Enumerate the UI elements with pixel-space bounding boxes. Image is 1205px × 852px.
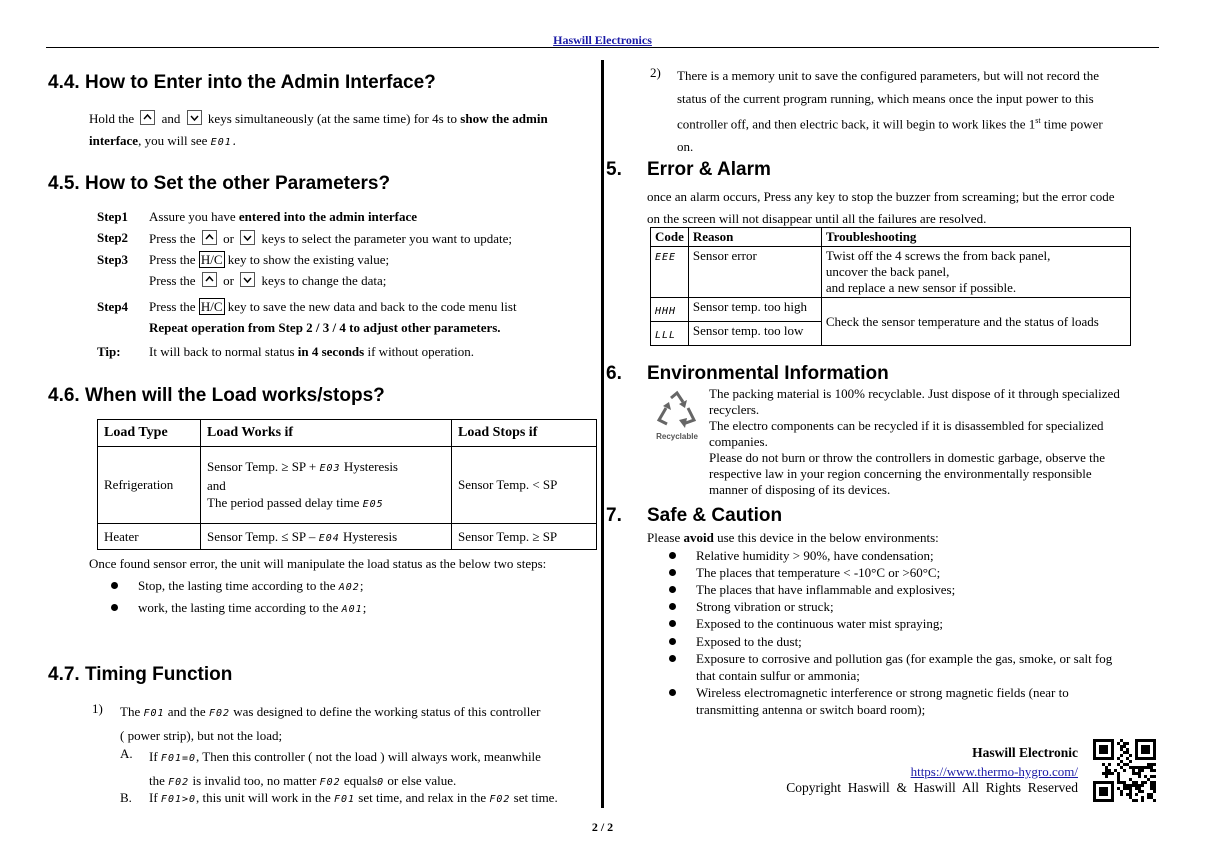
down-key-icon: [240, 272, 255, 287]
list-item: Exposed to the continuous water mist spraying;: [696, 616, 943, 631]
alarm-description: once an alarm occurs, Press any key to stop the buzzer from screaming; but the error code on the screen will not disappear until all the failures are resolved.: [647, 189, 1115, 226]
step3-text-2: Press the or keys to change the data;: [149, 273, 387, 288]
bullet-dot: [111, 604, 118, 611]
recycle-label: Recyclable: [656, 432, 698, 441]
copyright-text: Copyright Haswill & Haswill All Rights Reserved: [786, 780, 1078, 795]
table-header: Load Stops if: [452, 420, 597, 447]
list-item: Stop, the lasting time according to the A02;: [138, 578, 364, 593]
step4-label: Step4: [97, 299, 129, 314]
table-row: [651, 228, 1131, 247]
header-company-link[interactable]: Haswill Electronics: [553, 33, 652, 47]
load-table: [97, 419, 597, 550]
table-cell: Twist off the 4 screws the from back panel, uncover the back panel, and replace a new sensor if possible.: [821, 247, 1130, 298]
hc-key: H/C: [200, 252, 223, 267]
table-cell: Sensor temp. too high: [688, 298, 821, 322]
list-item: Exposure to corrosive and pollution gas (for example the gas, smoke, or salt fog: [696, 651, 1113, 666]
list-item: transmitting antenna or switch board room);: [696, 702, 926, 717]
section-6-number: 6.: [606, 363, 622, 384]
section-5-number: 5.: [606, 159, 622, 180]
table-row: [98, 447, 597, 524]
page-number: 2 / 2: [591, 820, 614, 834]
down-key-icon: [187, 110, 202, 125]
recycle-icon: [651, 390, 703, 441]
list-item: Relative humidity > 90%, have condensation;: [696, 548, 934, 563]
step2-text: Press the or keys to select the parameter you want to update;: [149, 231, 512, 246]
step3-text: Press the H/C key to show the existing value;: [149, 252, 390, 267]
table-cell: Refrigeration: [98, 447, 201, 524]
bullet-dot: [669, 655, 676, 662]
step1-text: Assure you have entered into the admin interface: [149, 209, 418, 224]
column-divider: [601, 60, 604, 808]
section-7-title: Safe & Caution: [647, 505, 783, 526]
list-item: The places that temperature < -10°C or >60°C;: [696, 565, 941, 580]
up-key-icon: [202, 230, 217, 245]
table-row: [651, 247, 1131, 298]
table-header: Load Works if: [201, 420, 452, 447]
table-row: [98, 524, 597, 550]
section-4-6-title: 4.6. When will the Load works/stops?: [48, 385, 385, 406]
step1-label: Step1: [97, 209, 129, 224]
section-4-4-title: 4.4. How to Enter into the Admin Interface?: [48, 72, 436, 93]
down-key-icon: [240, 230, 255, 245]
timing-para-2: There is a memory unit to save the configured parameters, but will not record the status of the current program running, which means once the input power to this controller off, and then electric back, it will begin to work likes the 1st time power on.: [677, 68, 1103, 154]
caution-intro: Please avoid use this device in the below environments:: [647, 530, 939, 545]
bullet-dot: [669, 689, 676, 696]
table-cell: Sensor Temp. ≤ SP – E04 Hysteresis: [201, 524, 452, 550]
section-4-7-title: 4.7. Timing Function: [48, 664, 233, 685]
header-rule: [46, 47, 1159, 48]
table-cell: Heater: [98, 524, 201, 550]
qr-code[interactable]: [1093, 739, 1156, 802]
table-cell: Sensor Temp. < SP: [452, 447, 597, 524]
bullet-dot: [669, 552, 676, 559]
up-key-icon: [140, 110, 155, 125]
section-4-5-title: 4.5. How to Set the other Parameters?: [48, 173, 391, 194]
item-number: 2): [650, 65, 661, 80]
step3-label: Step3: [97, 252, 129, 267]
bullet-dot: [669, 638, 676, 645]
table-header: Reason: [688, 228, 821, 247]
list-item: The places that have inflammable and explosives;: [696, 582, 956, 597]
table-cell: Sensor Temp. ≥ SP + E03 Hysteresis and The period passed delay time E05: [201, 447, 452, 524]
timing-para-1: The F01 and the F02 was designed to define the working status of this controller ( power strip), but not the load;: [120, 704, 541, 743]
table-row: [651, 298, 1131, 322]
bullet-dot: [669, 620, 676, 627]
item-letter-a: A.: [120, 746, 133, 761]
bullet-dot: [111, 582, 118, 589]
table-header: Load Type: [98, 420, 201, 447]
list-item: Wireless electromagnetic interference or strong magnetic fields (near to: [696, 685, 1069, 700]
step4-text: Press the H/C key to save the new data and back to the code menu list: [149, 299, 517, 314]
list-item: that contain sulfur or ammonia;: [696, 668, 860, 683]
table-cell: HHH: [651, 298, 689, 322]
sensor-error-note: Once found sensor error, the unit will manipulate the load status as the below two steps:: [89, 556, 547, 571]
up-key-icon: [202, 272, 217, 287]
item-letter-b: B.: [120, 790, 132, 805]
timing-para-a: If F01=0, Then this controller ( not the load ) will always work, meanwhile the F02 is invalid too, no matter F02 equals0 or else value.: [149, 749, 541, 788]
contact-url-link[interactable]: https://www.thermo-hygro.com/: [910, 764, 1078, 779]
table-cell: Sensor temp. too low: [688, 322, 821, 346]
section-5-title: Error & Alarm: [647, 159, 771, 180]
table-cell: LLL: [651, 322, 689, 346]
contact-company: Haswill Electronic: [972, 745, 1078, 760]
list-item: Exposed to the dust;: [696, 634, 802, 649]
step2-label: Step2: [97, 230, 129, 245]
error-table: [650, 227, 1131, 346]
list-item: Strong vibration or struck;: [696, 599, 834, 614]
section-4-4-body: Hold the and keys simultaneously (at the same time) for 4s to show the admin interface, you will see E01.: [89, 111, 548, 148]
environmental-text: The packing material is 100% recyclable. Just dispose of it through specialized recyclers. The electro components can be recycled if it is disassembled for specialized companies. Please do not burn or throw the controllers in domestic garbage, observe the respective law in your region concerning the environmentally responsible manner of disposing of its devices.: [709, 386, 1120, 497]
hc-key: H/C: [200, 299, 223, 314]
section-6-title: Environmental Information: [647, 363, 889, 384]
table-cell: Check the sensor temperature and the status of loads: [821, 298, 1130, 346]
tip-text: It will back to normal status in 4 seconds if without operation.: [149, 344, 474, 359]
timing-para-b: If F01>0, this unit will work in the F01 set time, and relax in the F02 set time.: [149, 790, 558, 805]
repeat-note: Repeat operation from Step 2 / 3 / 4 to adjust other parameters.: [149, 320, 501, 335]
section-7-number: 7.: [606, 505, 622, 526]
bullet-dot: [669, 586, 676, 593]
table-header: Troubleshooting: [821, 228, 1130, 247]
table-row: [98, 420, 597, 447]
list-item: work, the lasting time according to the A01;: [138, 600, 367, 615]
table-cell: EEE: [651, 247, 689, 298]
table-cell: Sensor Temp. ≥ SP: [452, 524, 597, 550]
item-number: 1): [92, 701, 103, 716]
table-header: Code: [651, 228, 689, 247]
bullet-dot: [669, 569, 676, 576]
tip-label: Tip:: [97, 344, 121, 359]
bullet-dot: [669, 603, 676, 610]
table-cell: Sensor error: [688, 247, 821, 298]
